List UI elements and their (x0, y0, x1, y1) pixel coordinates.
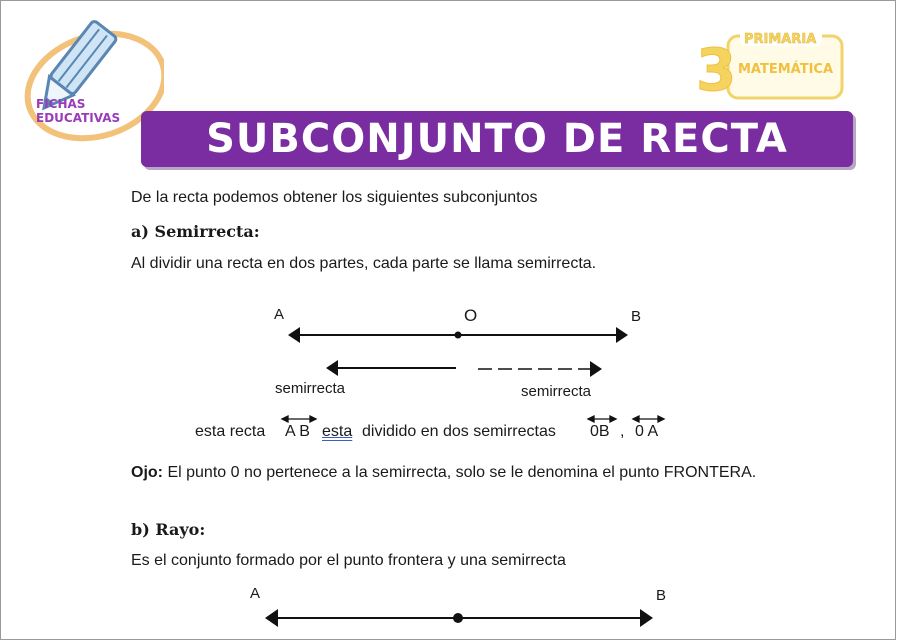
semirrecta-left-label: semirrecta (275, 380, 346, 397)
semirrecta-right-label: semirrecta (521, 383, 592, 400)
ojo-label: Ojo: (131, 464, 163, 481)
segment-0b: 0B (590, 423, 610, 440)
section-a-heading: a) Semirrecta: (131, 222, 260, 241)
semirrecta-left-arrow-icon (326, 360, 338, 376)
section-b-text: Es el conjunto formado por el punto frontera y una semirrecta (131, 552, 566, 569)
segment-0a: 0 A (635, 423, 659, 440)
rayo-point-b-label: B (656, 587, 667, 604)
logo-line1: FICHAS (36, 97, 86, 111)
point-a-label: A (274, 306, 285, 323)
segment-ab: A B (285, 423, 310, 440)
rayo-arrow-left-icon (265, 609, 278, 627)
point-b-label: B (631, 308, 642, 325)
arrow-right-icon (616, 327, 628, 343)
notation-part2: dividido en dos semirrectas (362, 423, 556, 440)
point-o-label: O (464, 306, 478, 325)
rayo-point (453, 613, 463, 623)
rayo-point-a-label: A (250, 585, 261, 602)
notation-part1: esta recta (195, 423, 266, 440)
grade-subject: MATEMÁTICA (738, 62, 834, 77)
ojo-note (131, 458, 812, 488)
rayo-arrow-right-icon (640, 609, 653, 627)
word-esta: esta (322, 423, 353, 440)
intro-text: De la recta podemos obtener los siguientes subconjuntos (131, 189, 538, 206)
page-title: SUBCONJUNTO DE RECTA (206, 116, 788, 162)
notation-comma: , (620, 423, 625, 440)
grade-number: 3 (696, 36, 737, 104)
arrow-left-icon (288, 327, 300, 343)
section-a-text: Al dividir una recta en dos partes, cada parte se llama semirrecta. (131, 255, 597, 272)
grade-level: PRIMARIA (744, 32, 817, 47)
semirrecta-right-arrow-icon (590, 361, 602, 377)
section-b-heading: b) Rayo: (131, 520, 206, 539)
ojo-text: El punto 0 no pertenece a la semirrecta, solo se le denomina el punto FRONTERA. (167, 464, 757, 481)
logo-line2: EDUCATIVAS (36, 111, 121, 125)
point-o (455, 332, 462, 339)
